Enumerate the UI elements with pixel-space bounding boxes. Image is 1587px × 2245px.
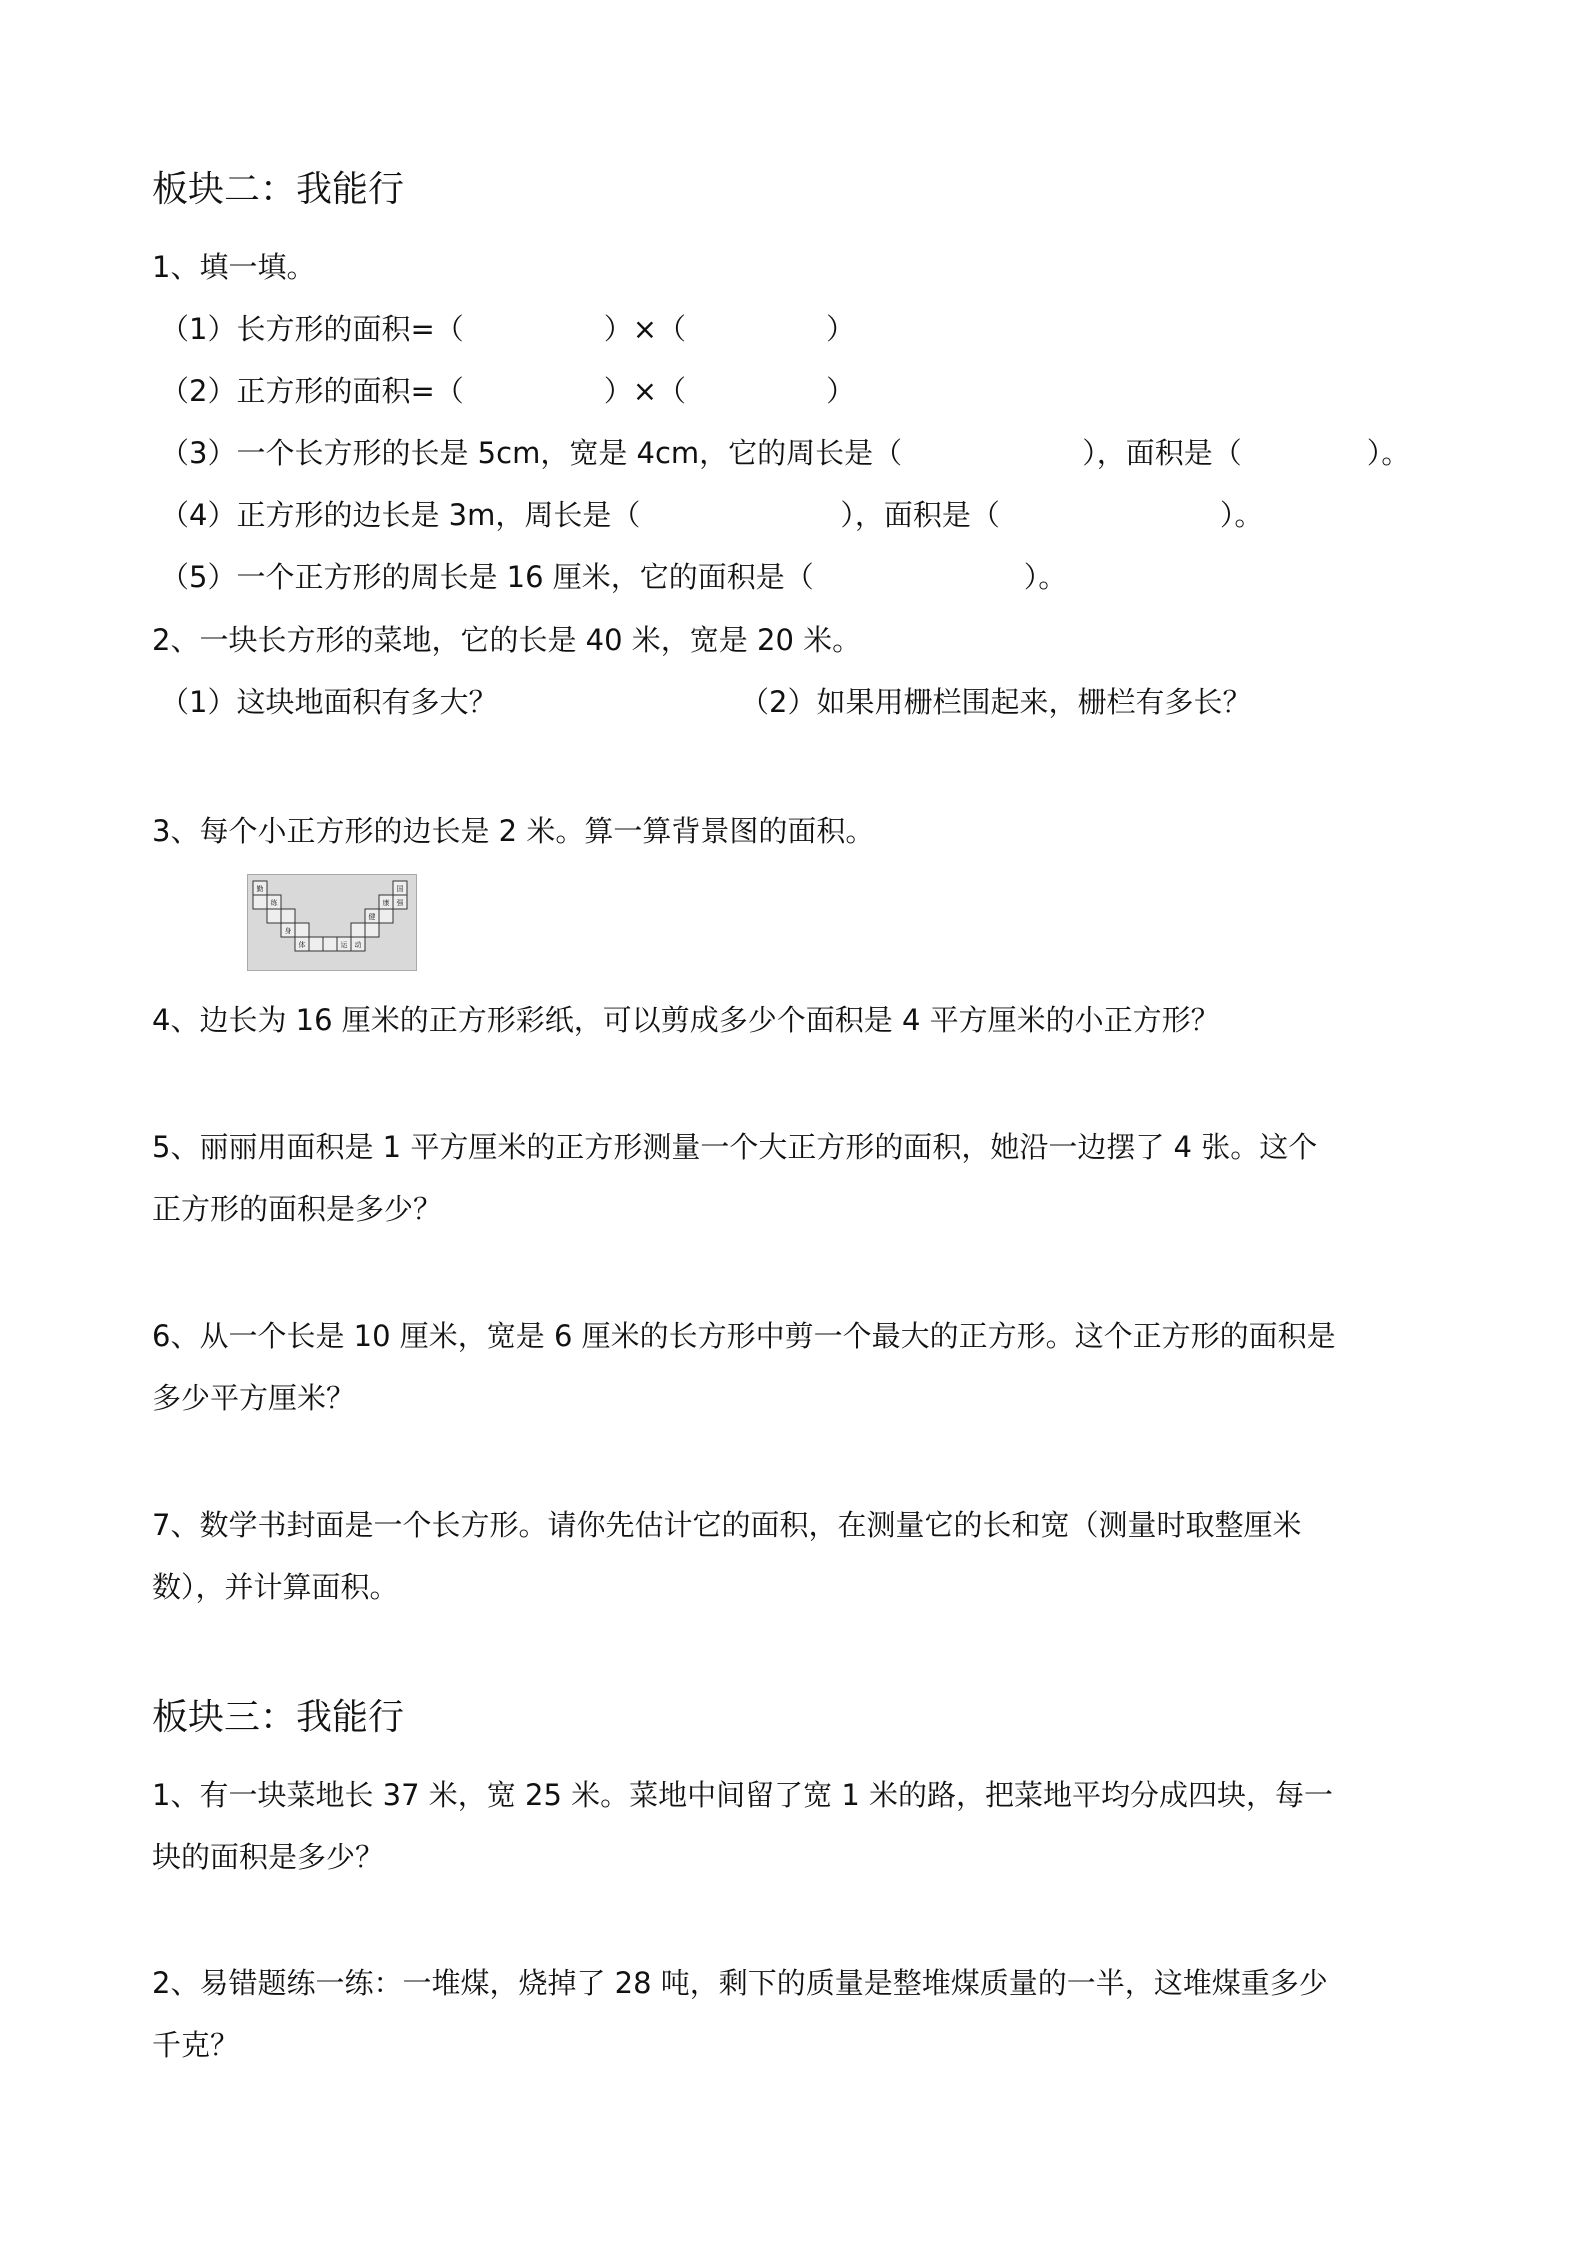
q5-line1: 5、丽丽用面积是 1 平方厘米的正方形测量一个大正方形的面积，她沿一边摆了 4 张。这个 [152, 1130, 1318, 1164]
s3-q2-line2: 千克？ [152, 2028, 240, 2062]
section2-title: 板块二：我能行 [152, 169, 405, 210]
q1-item-4 [160, 495, 1263, 535]
q6-line1: 6、从一个长是 10 厘米，宽是 6 厘米的长方形中剪一个最大的正方形。这个正方形的面积是 [152, 1319, 1336, 1353]
figure-label: 身 [284, 927, 292, 935]
q1-item-1-text-c: ） [826, 312, 856, 346]
grid-square [351, 923, 365, 937]
figure-label: 健 [368, 913, 376, 921]
q1-item-4-text-b: ），面积是（ [840, 498, 1000, 532]
figure-label: 勤 [256, 885, 264, 893]
q1-item-3 [160, 433, 1410, 473]
q1-item-3-text-a: （3）一个长方形的长是 5cm，宽是 4cm，它的周长是（ [160, 436, 903, 470]
q6-line2: 多少平方厘米？ [152, 1381, 356, 1415]
q1-item-2-text-a: （2）正方形的面积=（ [160, 374, 464, 408]
q1-item-5-text-a: （5）一个正方形的周长是 16 厘米，它的面积是（ [160, 560, 814, 594]
q1-item-3-text-c: ）。 [1366, 436, 1411, 470]
figure-label: 康 [382, 899, 390, 907]
q1-item-2-text-b: ）×（ [603, 374, 687, 408]
grid-square [379, 909, 393, 923]
q1-item-1-text-b: ）×（ [603, 312, 687, 346]
s3-q2-line1: 2、易错题练一练：一堆煤，烧掉了 28 吨，剩下的质量是整堆煤质量的一半，这堆煤重多少 [152, 1966, 1328, 2000]
background-figure [247, 874, 417, 971]
grid-square [253, 895, 267, 909]
q1-item-1-text-a: （1）长方形的面积=（ [160, 312, 464, 346]
figure-label: 练 [270, 899, 278, 907]
grid-square [365, 923, 379, 937]
q1-item-5 [160, 557, 1067, 597]
figure-svg [248, 875, 416, 970]
grid-square [267, 909, 281, 923]
q1-item-4-text-c: ）。 [1219, 498, 1264, 532]
grid-square [323, 937, 337, 951]
s3-q1-line1: 1、有一块菜地长 37 米，宽 25 米。菜地中间留了宽 1 米的路，把菜地平均分成四块，每一 [152, 1778, 1334, 1812]
grid-square [309, 937, 323, 951]
s3-q1-line2: 块的面积是多少？ [152, 1840, 385, 1874]
q4: 4、边长为 16 厘米的正方形彩纸，可以剪成多少个面积是 4 平方厘米的小正方形？ [152, 1003, 1220, 1037]
q2-sub1: （1）这块地面积有多大？ [160, 685, 498, 719]
grid-square [281, 909, 295, 923]
q1-item-1 [160, 309, 855, 349]
q3-title: 3、每个小正方形的边长是 2 米。算一算背景图的面积。 [152, 814, 875, 848]
q1-title: 1、填一填。 [152, 250, 316, 284]
figure-label: 强 [396, 899, 404, 907]
figure-label: 运 [340, 941, 348, 949]
q1-item-4-text-a: （4）正方形的边长是 3m，周长是（ [160, 498, 641, 532]
figure-label: 动 [354, 941, 362, 949]
q5-line2: 正方形的面积是多少？ [152, 1192, 443, 1226]
grid-square [295, 923, 309, 937]
q1-item-3-text-b: ），面积是（ [1082, 436, 1242, 470]
q7-line1: 7、数学书封面是一个长方形。请你先估计它的面积，在测量它的长和宽（测量时取整厘米 [152, 1508, 1302, 1542]
q2-title: 2、一块长方形的菜地，它的长是 40 米，宽是 20 米。 [152, 623, 862, 657]
q1-item-2-text-c: ） [826, 374, 856, 408]
section3-title: 板块三：我能行 [152, 1697, 405, 1738]
q1-item-2 [160, 371, 855, 411]
figure-label: 体 [298, 941, 306, 949]
q1-item-5-text-b: ）。 [1023, 560, 1068, 594]
q7-line2: 数），并计算面积。 [152, 1570, 399, 1604]
q2-sub2: （2）如果用栅栏围起来，栅栏有多长？ [740, 685, 1252, 719]
figure-label: 国 [396, 885, 404, 893]
